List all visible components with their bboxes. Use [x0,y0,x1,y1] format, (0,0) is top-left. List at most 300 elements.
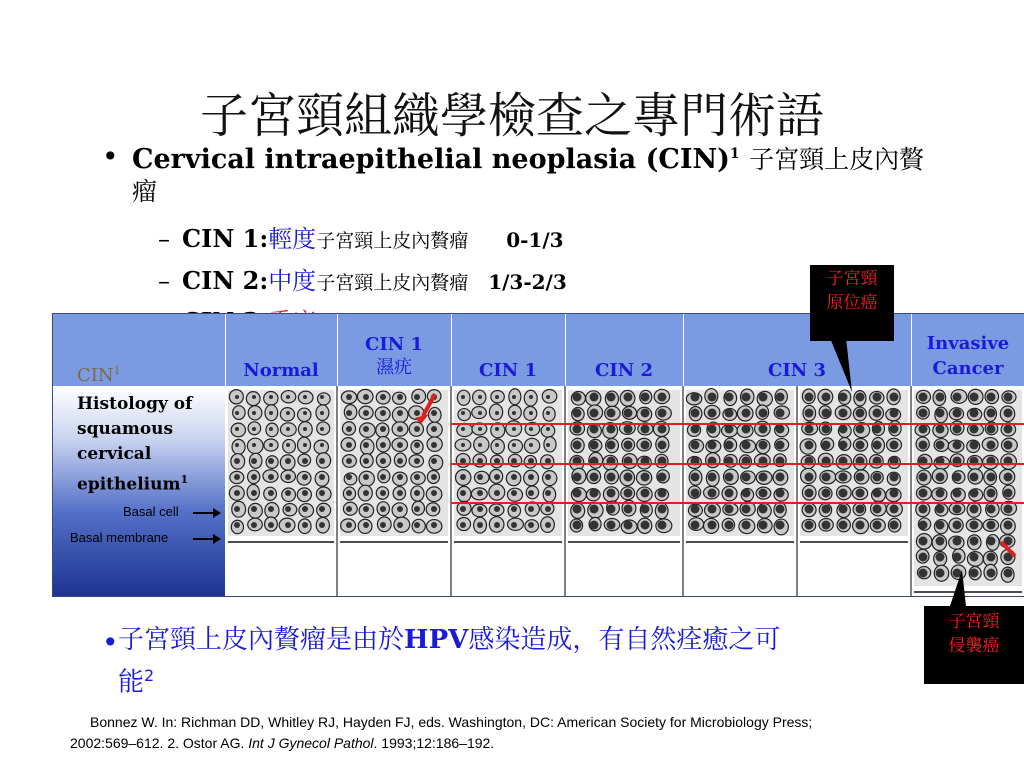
cell-nucleus [251,490,257,496]
cell-nucleus [363,442,369,448]
cell-nucleus [545,506,551,512]
cin-footnote: 1 [729,146,740,162]
cell-nucleus [285,474,291,480]
cell-nucleus [269,411,273,415]
cell-nucleus [286,443,290,447]
cell-nucleus [460,506,466,512]
cell-nucleus [414,522,420,528]
cell-nucleus [641,425,650,434]
cell-nucleus [528,490,534,496]
cell-nucleus [607,473,616,482]
cell-nucleus [495,443,499,447]
cell-nucleus [641,473,650,482]
cell-nucleus [890,409,899,418]
cell-nucleus [641,505,650,514]
cell-nucleus [461,395,465,399]
cell-nucleus [414,442,420,448]
cell-nucleus [873,521,882,530]
cell-nucleus [431,410,437,416]
histology-illustration [225,386,1024,596]
cell-nucleus [890,393,899,402]
basal-cell-label: Basal cell [123,504,179,519]
cell-nucleus [495,427,499,431]
cell-nucleus [725,473,734,482]
cell-nucleus [873,409,882,418]
cell-nucleus [624,521,633,530]
cell-nucleus [397,490,403,496]
cell-nucleus [590,409,599,418]
cell-nucleus [708,409,717,418]
col-label: Invasive [926,333,1010,354]
arrow-head-icon [213,534,221,544]
col-label: CIN 2 [595,360,653,381]
cell-nucleus [380,426,386,432]
cell-nucleus [641,521,650,530]
histology-label-panel [53,386,225,596]
cell-nucleus [953,473,962,482]
cell-nucleus [346,522,352,528]
cell-nucleus [936,505,945,514]
cell-nucleus [936,409,945,418]
cell-nucleus [873,505,882,514]
cell-nucleus [658,489,667,498]
cell-nucleus [380,410,386,416]
cell-nucleus [286,395,290,399]
bullet-marker: • [102,626,119,659]
cell-nucleus [397,394,403,400]
callout-in-situ-pointer [828,338,858,394]
cell-nucleus [624,425,633,434]
cell-nucleus [708,473,717,482]
cell-nucleus [414,394,420,400]
cell-nucleus [397,410,403,416]
cell-nucleus [512,427,516,431]
cell-nucleus [380,506,386,512]
col-label: CIN 3 [768,360,826,381]
cell-nucleus [573,425,582,434]
level-row-cin2 [158,261,567,296]
cell-nucleus [759,521,768,530]
cell-nucleus [856,473,865,482]
cell-nucleus [708,425,717,434]
cell-nucleus [970,425,979,434]
cell-nucleus [414,506,420,512]
cell-nucleus [303,427,307,431]
cell-nucleus [953,537,962,546]
cell-nucleus [234,490,240,496]
cell-nucleus [285,458,291,464]
cell-nucleus [590,441,599,450]
level-range: 1/3-2/3 [488,270,567,294]
cell-nucleus [414,426,420,432]
cell-nucleus [919,537,928,546]
cell-nucleus [970,505,979,514]
reference-footnote: Bonnez W. In: Richman DD, Whitley RJ, Hayden FJ, eds. Washington, DC: American Society for Microbiology Press; 2002:569–612. 2. Ostor AG. Int J Gynecol Pathol. 1993;12:186–192. [70,714,813,751]
cell-nucleus [546,411,550,415]
cell-nucleus [477,522,483,528]
cell-nucleus [953,489,962,498]
col-label: CIN 1 [365,334,423,355]
cell-nucleus [431,458,437,464]
cell-nucleus [286,427,290,431]
cell-nucleus [641,409,650,418]
cell-nucleus [1004,393,1013,402]
cell-nucleus [1004,473,1013,482]
level-severity: 中度 [268,267,317,295]
cell-nucleus [708,393,717,402]
cell-nucleus [987,505,996,514]
cell-nucleus [511,474,517,480]
cell-nucleus [268,474,274,480]
cell-nucleus [839,489,848,498]
cell-nucleus [822,441,831,450]
cell-nucleus [269,443,273,447]
cell-nucleus [302,506,308,512]
cell-nucleus [319,490,325,496]
level-row-cin1 [158,219,564,254]
cell-nucleus [890,425,899,434]
cell-nucleus [590,489,599,498]
cell-nucleus [936,393,945,402]
cell-nucleus [251,506,257,512]
cell-nucleus [708,489,717,498]
cell-nucleus [478,427,482,431]
cell-nucleus [573,489,582,498]
cell-nucleus [890,473,899,482]
cell-nucleus [1004,441,1013,450]
cell-nucleus [987,569,996,578]
cell-nucleus [658,441,667,450]
cell-nucleus [512,411,516,415]
cell-nucleus [346,410,352,416]
cell-nucleus [235,411,239,415]
cell-nucleus [380,442,386,448]
cell-nucleus [805,393,814,402]
header-cell-invasive [911,314,1024,386]
cell-nucleus [805,425,814,434]
cell-nucleus [987,537,996,546]
cell-nucleus [494,490,500,496]
cell-nucleus [346,506,352,512]
cell-nucleus [302,474,308,480]
cell-nucleus [319,458,325,464]
cell-nucleus [742,505,751,514]
cell-nucleus [286,411,290,415]
level-range: 0-1/3 [506,228,564,252]
cell-nucleus [691,489,700,498]
cell-nucleus [252,411,256,415]
cell-nucleus [856,521,865,530]
cell-nucleus [234,522,240,528]
cell-nucleus [234,506,240,512]
cell-nucleus [856,505,865,514]
cell-nucleus [528,522,534,528]
dash: – [158,267,170,295]
cell-nucleus [380,394,386,400]
cell-nucleus [742,409,751,418]
cell-nucleus [919,569,928,578]
cell-nucleus [742,425,751,434]
cell-nucleus [269,427,273,431]
cell-nucleus [658,473,667,482]
cell-nucleus [776,521,785,530]
header-cell-condyloma [337,314,452,386]
cell-nucleus [285,490,291,496]
cell-nucleus [380,474,386,480]
cell-nucleus [461,427,465,431]
cell-nucleus [873,473,882,482]
col-label: Cancer [932,358,1004,379]
cell-nucleus [320,443,324,447]
cell-nucleus [320,411,324,415]
cell-nucleus [805,473,814,482]
cell-nucleus [987,425,996,434]
cell-nucleus [431,522,437,528]
cell-nucleus [953,409,962,418]
cell-nucleus [708,521,717,530]
cell-nucleus [725,425,734,434]
cell-nucleus [970,569,979,578]
cell-nucleus [414,410,420,416]
cell-nucleus [607,521,616,530]
cell-nucleus [461,443,465,447]
cell-nucleus [607,505,616,514]
cell-nucleus [234,458,240,464]
cell-nucleus [573,505,582,514]
cell-nucleus [839,409,848,418]
level-code: CIN 1: [182,224,269,253]
cell-nucleus [529,427,533,431]
callout-invasive: 子宮頸 侵襲癌 [924,606,1024,684]
cell-nucleus [987,489,996,498]
cell-nucleus [822,409,831,418]
cell-nucleus [431,442,437,448]
cell-nucleus [936,489,945,498]
cell-nucleus [691,441,700,450]
cell-nucleus [285,506,291,512]
cell-nucleus [380,490,386,496]
cell-nucleus [346,458,352,464]
cell-nucleus [919,553,928,562]
level-code: CIN 2: [182,266,269,295]
cell-nucleus [1004,425,1013,434]
cell-nucleus [363,410,369,416]
cell-nucleus [431,506,437,512]
col-label-zh: 濕疣 [376,357,412,378]
cell-nucleus [363,458,369,464]
cell-nucleus [822,473,831,482]
cell-nucleus [624,441,633,450]
cell-nucleus [235,427,239,431]
cell-nucleus [494,474,500,480]
cell-nucleus [494,522,500,528]
cell-nucleus [363,506,369,512]
cell-nucleus [970,489,979,498]
cell-nucleus [856,489,865,498]
cell-nucleus [320,427,324,431]
cell-nucleus [1004,521,1013,530]
bullet-marker: • [102,140,119,173]
cell [314,440,328,454]
cell-nucleus [529,395,533,399]
cell-nucleus [839,425,848,434]
cin-definition [132,138,972,208]
cell-nucleus [546,443,550,447]
cell-nucleus [303,395,307,399]
cell-nucleus [511,506,517,512]
cell-nucleus [460,490,466,496]
cell-nucleus [936,553,945,562]
cell-nucleus [691,505,700,514]
cell-nucleus [380,458,386,464]
cell-nucleus [725,505,734,514]
cell-nucleus [987,409,996,418]
cell-nucleus [919,425,928,434]
cell-nucleus [363,490,369,496]
cell-nucleus [397,458,403,464]
cell-nucleus [302,522,308,528]
cell-nucleus [890,521,899,530]
cell-nucleus [251,474,257,480]
cell-nucleus [822,505,831,514]
cell-nucleus [936,537,945,546]
cell-nucleus [970,537,979,546]
cell-nucleus [494,506,500,512]
cell-nucleus [970,553,979,562]
cell-nucleus [460,522,466,528]
cell-nucleus [742,489,751,498]
cell-nucleus [839,473,848,482]
cell-nucleus [658,425,667,434]
cell-nucleus [919,489,928,498]
cin-label: CIN$^1$ [77,364,121,386]
cell-nucleus [511,522,517,528]
cell-nucleus [624,409,633,418]
cell-nucleus [759,393,768,402]
cell-nucleus [607,409,616,418]
cell-nucleus [268,490,274,496]
cell-nucleus [953,505,962,514]
cell-nucleus [346,490,352,496]
cell-nucleus [822,489,831,498]
cell-nucleus [970,441,979,450]
cell-nucleus [235,395,239,399]
cell-nucleus [319,474,325,480]
cell-nucleus [936,425,945,434]
cell-nucleus [970,409,979,418]
cell-nucleus [346,426,352,432]
cell-nucleus [573,521,582,530]
cell-nucleus [251,522,257,528]
cell-nucleus [363,426,369,432]
cell-nucleus [414,458,420,464]
cell-nucleus [725,441,734,450]
slide-title: 子宮頸組織學檢查之專門術語 [199,88,824,144]
cell-nucleus [414,490,420,496]
cell-nucleus [607,489,616,498]
basal-membrane-label: Basal membrane [70,530,169,545]
cell-nucleus [1004,505,1013,514]
cell-nucleus [970,393,979,402]
cell-nucleus [691,409,700,418]
cin-term: Cervical intraepithelial neoplasia (CIN) [132,144,730,175]
cell-nucleus [477,490,483,496]
cell-nucleus [776,489,785,498]
cell-nucleus [658,521,667,530]
cell-nucleus [641,441,650,450]
cell-nucleus [970,473,979,482]
cell-nucleus [776,393,785,402]
cell-nucleus [397,522,403,528]
cell-nucleus [759,409,768,418]
cell-nucleus [478,411,482,415]
cell-nucleus [805,489,814,498]
cell-nucleus [320,395,324,399]
cell-nucleus [590,505,599,514]
cell-nucleus [873,489,882,498]
cin-term-zh-b: 瘤 [132,177,158,206]
cell-nucleus [285,522,291,528]
cell-nucleus [380,522,386,528]
cell-nucleus [363,474,369,480]
cell-nucleus [822,425,831,434]
cell-nucleus [919,505,928,514]
cell-nucleus [987,473,996,482]
cell-nucleus [303,411,307,415]
cell-nucleus [936,521,945,530]
cell-nucleus [873,425,882,434]
cell-nucleus [252,443,256,447]
cell-nucleus [987,521,996,530]
cell-nucleus [431,490,437,496]
cell-nucleus [461,411,465,415]
cell-nucleus [759,441,768,450]
cell-nucleus [624,473,633,482]
header-cell-cin1 [451,314,566,386]
cell-nucleus [414,474,420,480]
cell-nucleus [919,409,928,418]
cell [458,409,471,421]
cell-nucleus [658,505,667,514]
cell-nucleus [776,425,785,434]
level-severity: 輕度 [268,225,317,253]
cell-nucleus [691,393,700,402]
cell-nucleus [805,521,814,530]
cell-nucleus [725,393,734,402]
cell-nucleus [805,441,814,450]
cell-nucleus [725,521,734,530]
cell-nucleus [987,553,996,562]
cell-nucleus [397,474,403,480]
cell-nucleus [346,474,352,480]
cell-nucleus [528,506,534,512]
cell-nucleus [776,473,785,482]
cell-nucleus [397,442,403,448]
histology-table [52,313,1024,597]
cell-nucleus [495,411,499,415]
cell-nucleus [708,441,717,450]
cell-nucleus [478,443,482,447]
cell-nucleus [919,393,928,402]
cell-nucleus [529,443,533,447]
cell-nucleus [545,522,551,528]
cell-nucleus [839,521,848,530]
cell-nucleus [691,473,700,482]
cell-nucleus [805,409,814,418]
cell-nucleus [873,441,882,450]
cell-nucleus [319,522,325,528]
cell-nucleus [953,553,962,562]
